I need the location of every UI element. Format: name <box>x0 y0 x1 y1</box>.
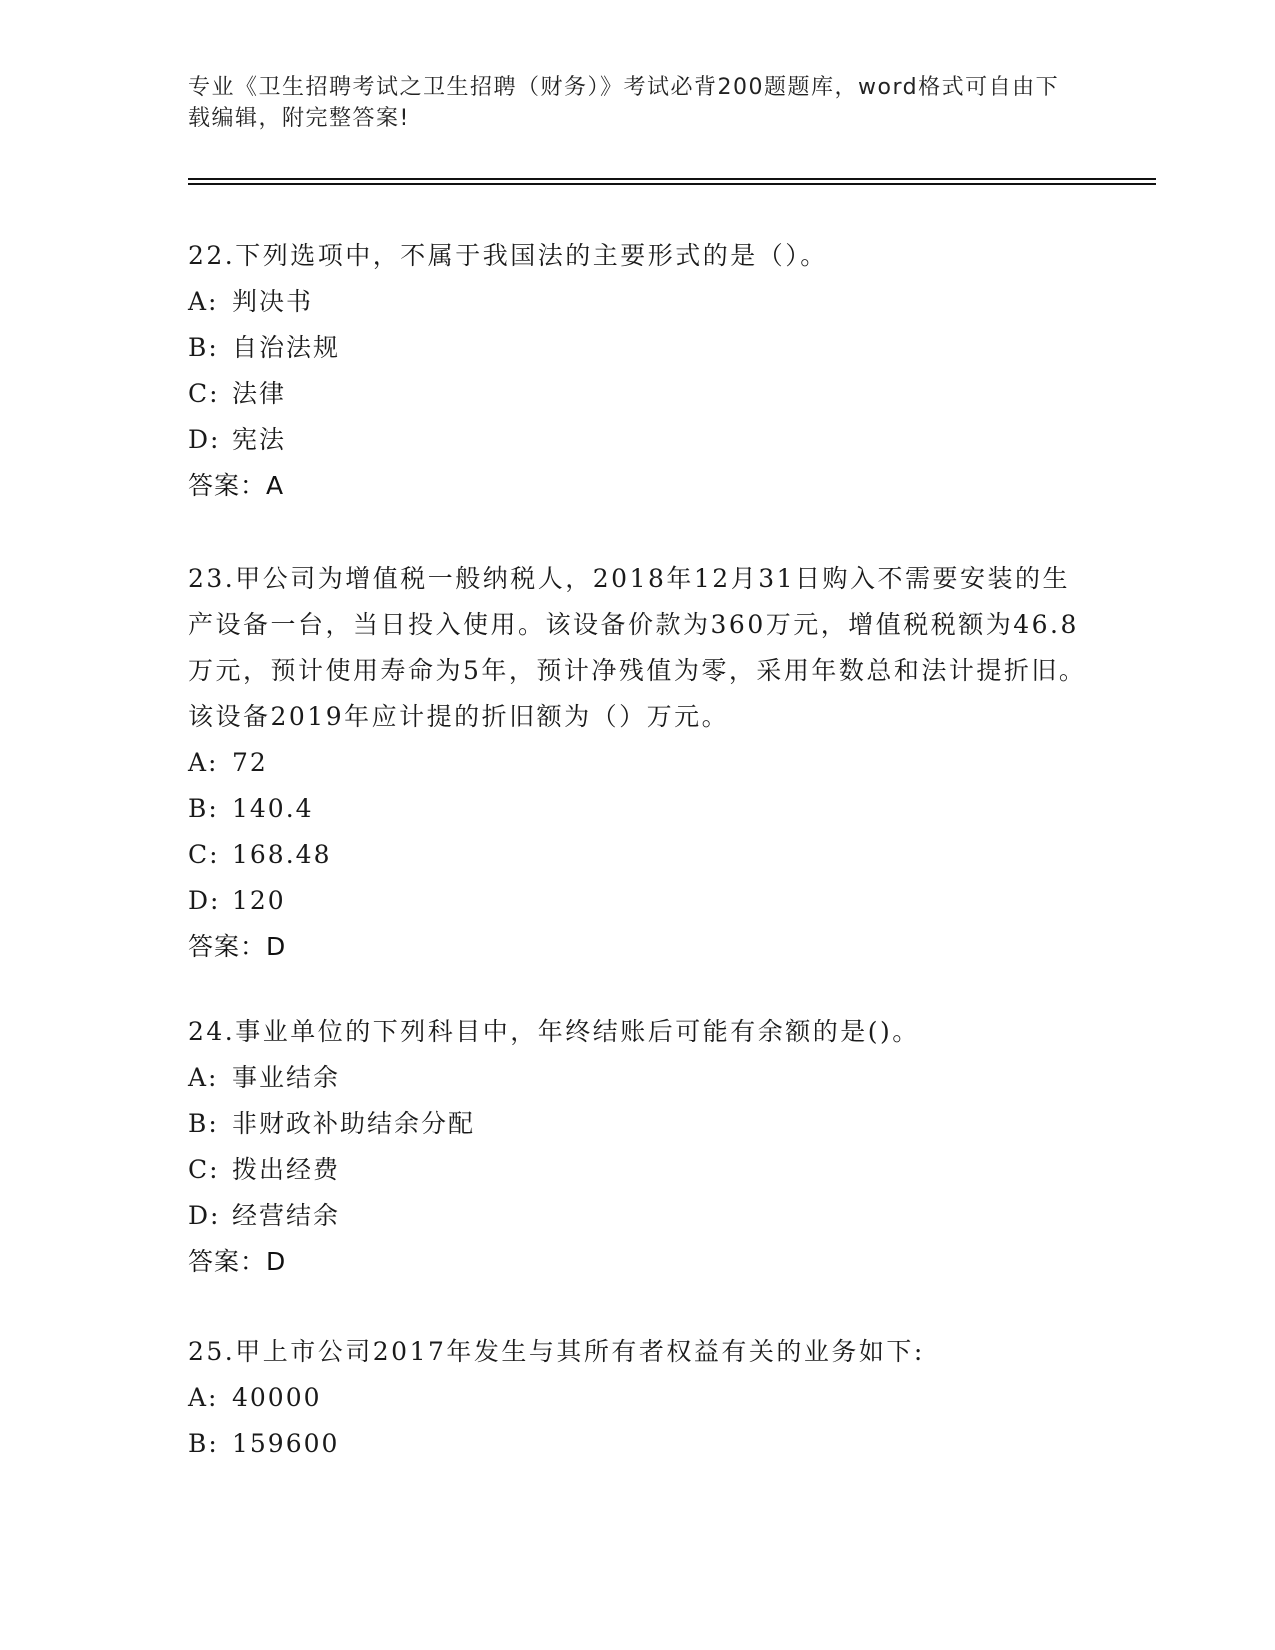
option-a <box>188 279 1088 325</box>
question-stem: 24.事业单位的下列科目中，年终结账后可能有余额的是()。 <box>188 1017 920 1046</box>
option-text: 159600 <box>232 1429 340 1458</box>
option-text: 120 <box>232 886 286 915</box>
option-a <box>188 740 1088 786</box>
document-header: 专业《卫生招聘考试之卫生招聘（财务）》考试必背200题题库，word格式可自由下载编辑，附完整答案! <box>188 75 1060 131</box>
option-label: B: <box>188 1429 219 1458</box>
question-25 <box>188 1329 1088 1467</box>
option-label: A: <box>188 748 219 777</box>
option-c <box>188 371 1088 417</box>
option-label: D: <box>188 425 221 454</box>
option-text: 非财政补助结余分配 <box>232 1109 476 1138</box>
header-divider-bottom <box>188 183 1156 185</box>
option-b <box>188 786 1088 832</box>
option-text: 168.48 <box>232 840 332 869</box>
option-label: B: <box>188 1109 219 1138</box>
question-stem: 23.甲公司为增值税一般纳税人，2018年12月31日购入不需要安装的生产设备一台，当日投入使用。该设备价款为360万元，增值税税额为46.8万元，预计使用寿命为5年，预计净残值为零，采用年数总和法计提折旧。该设备2019年应计提的折旧额为（）万元。 <box>188 564 1087 731</box>
option-label: B: <box>188 794 219 823</box>
option-label: B: <box>188 333 219 362</box>
answer: 答案：D <box>188 1247 287 1276</box>
header-divider-top <box>188 178 1156 180</box>
option-text: 经营结余 <box>232 1201 341 1230</box>
option-a <box>188 1375 1088 1421</box>
question-22 <box>188 233 1088 509</box>
option-label: A: <box>188 1063 219 1092</box>
option-a <box>188 1055 1088 1101</box>
question-stem: 22.下列选项中，不属于我国法的主要形式的是（）。 <box>188 241 828 270</box>
option-c <box>188 1147 1088 1193</box>
option-text: 拨出经费 <box>232 1155 341 1184</box>
option-text: 宪法 <box>232 425 287 454</box>
option-b <box>188 1101 1088 1147</box>
question-24 <box>188 1009 1088 1285</box>
option-c <box>188 832 1088 878</box>
option-d <box>188 417 1088 463</box>
option-d <box>188 878 1088 924</box>
option-b <box>188 325 1088 371</box>
option-text: 自治法规 <box>232 333 341 362</box>
option-label: C: <box>188 840 220 869</box>
question-stem: 25.甲上市公司2017年发生与其所有者权益有关的业务如下: <box>188 1337 925 1366</box>
question-23 <box>188 556 1088 970</box>
answer: 答案：A <box>188 471 285 500</box>
option-d <box>188 1193 1088 1239</box>
option-label: D: <box>188 1201 221 1230</box>
option-label: C: <box>188 1155 220 1184</box>
option-text: 事业结余 <box>232 1063 341 1092</box>
option-text: 72 <box>232 748 268 777</box>
answer: 答案：D <box>188 932 287 961</box>
option-label: D: <box>188 886 221 915</box>
option-text: 法律 <box>232 379 287 408</box>
option-label: A: <box>188 1383 219 1412</box>
option-label: A: <box>188 287 219 316</box>
option-label: C: <box>188 379 220 408</box>
option-text: 140.4 <box>232 794 314 823</box>
option-text: 40000 <box>232 1383 322 1412</box>
option-b <box>188 1421 1088 1467</box>
option-text: 判决书 <box>232 287 314 316</box>
